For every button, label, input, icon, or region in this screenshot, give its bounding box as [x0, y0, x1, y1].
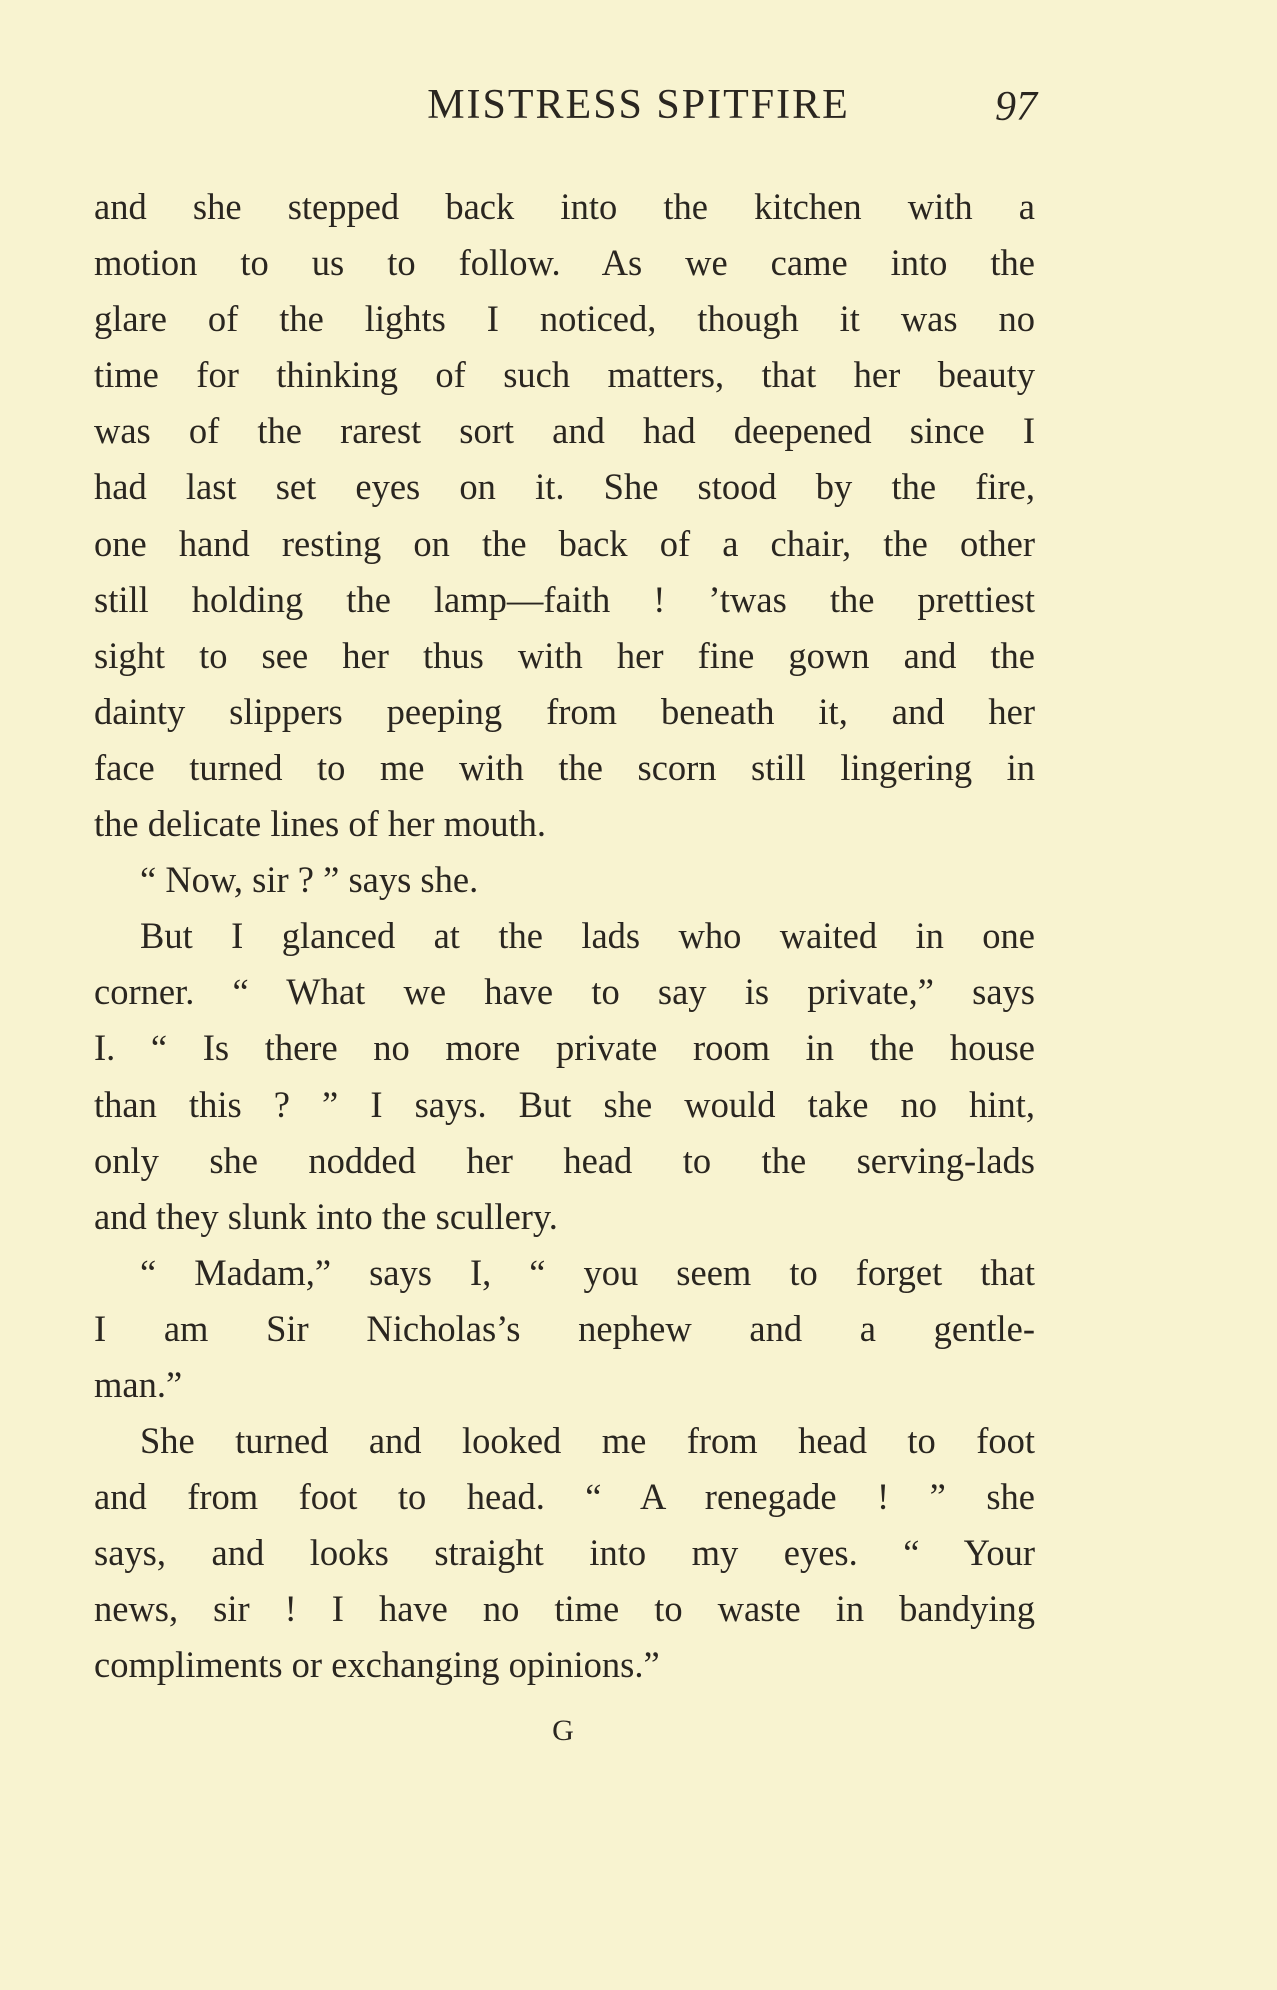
text-line: I. “ Is there no more private room in the house: [94, 1027, 1035, 1069]
body-text: [94, 179, 1035, 1694]
text-line: than this ? ” I says. But she would take no hint,: [94, 1083, 1035, 1125]
page-number: 97: [995, 84, 1037, 130]
text-line: sight to see her thus with her fine gown and the: [94, 634, 1035, 676]
text-line: She turned and looked me from head to foot: [140, 1420, 1035, 1462]
text-line: “ Now, sir ? ” says she.: [140, 859, 479, 901]
text-line: only she nodded her head to the serving-lads: [94, 1139, 1035, 1181]
text-line: compliments or exchanging opinions.”: [94, 1644, 660, 1686]
text-line: still holding the lamp—faith ! ’twas the prettiest: [94, 578, 1035, 620]
text-line: motion to us to follow. As we came into the: [94, 242, 1035, 284]
text-line: the delicate lines of her mouth.: [94, 803, 547, 845]
text-line: But I glanced at the lads who waited in one: [140, 915, 1035, 957]
text-line: man.”: [94, 1363, 183, 1405]
text-line: and from foot to head. “ A renegade ! ” she: [94, 1476, 1035, 1518]
signature-mark: G: [552, 1714, 574, 1747]
text-line: corner. “ What we have to say is private,” says: [94, 971, 1035, 1013]
text-line: glare of the lights I noticed, though it was no: [94, 298, 1035, 340]
text-line: says, and looks straight into my eyes. “ Your: [94, 1532, 1035, 1574]
text-line: time for thinking of such matters, that her beauty: [94, 354, 1035, 396]
text-line: had last set eyes on it. She stood by the fire,: [94, 466, 1035, 508]
text-line: dainty slippers peeping from beneath it, and her: [94, 690, 1035, 732]
text-line: face turned to me with the scorn still lingering in: [94, 746, 1035, 788]
running-title: MISTRESS SPITFIRE: [427, 82, 850, 128]
text-line: “ Madam,” says I, “ you seem to forget that: [140, 1251, 1035, 1293]
text-line: was of the rarest sort and had deepened since I: [94, 410, 1035, 452]
text-line: and she stepped back into the kitchen with a: [94, 186, 1035, 227]
text-line: I am Sir Nicholas’s nephew and a gentle-: [94, 1307, 1035, 1349]
text-line: news, sir ! I have no time to waste in bandying: [94, 1588, 1035, 1630]
text-line: and they slunk into the scullery.: [94, 1195, 558, 1237]
text-line: one hand resting on the back of a chair, the other: [94, 522, 1035, 564]
